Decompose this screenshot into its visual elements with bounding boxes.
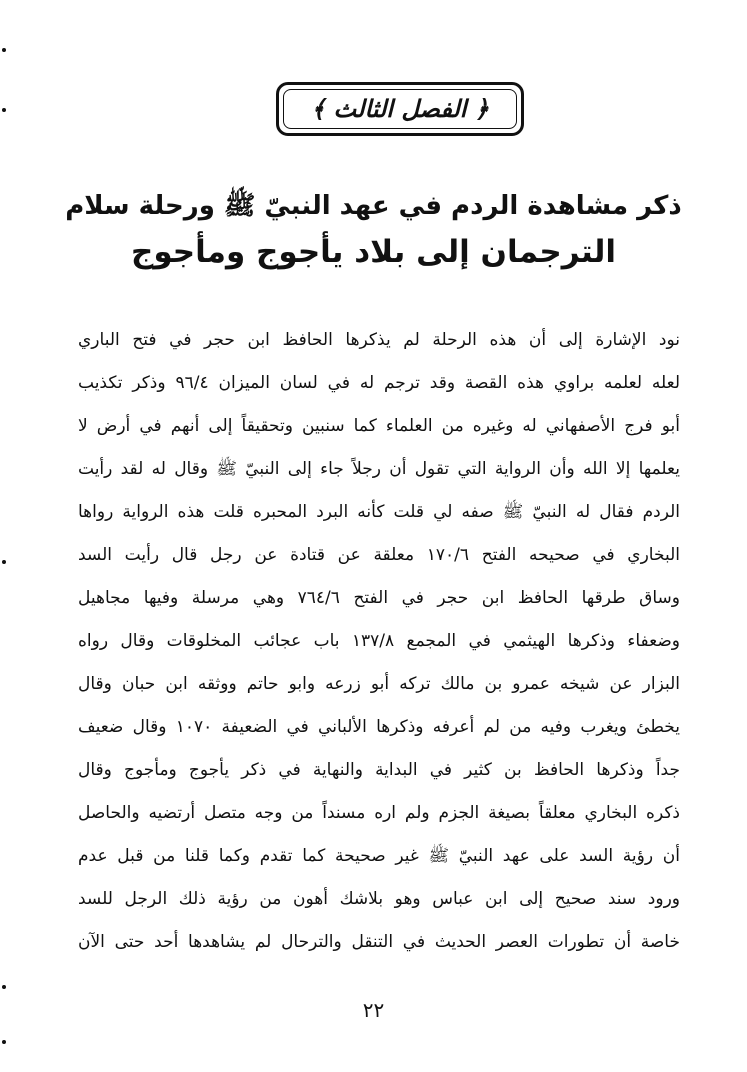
body-line: خاصة أن تطورات العصر الحديث في التنقل والترحال لم يشاهدها أحد حتى الآن [78, 932, 680, 952]
chapter-heading-frame [276, 82, 524, 136]
body-line: يعلمها إلا الله وأن الرواية التي تقول أن رجلاً جاء إلى النبيّ ﷺ وقال له لقد رأيت [78, 459, 680, 479]
body-line: البخاري في صحيحه الفتح ١٧٠/٦ معلقة عن قتادة عن رجل قال رأيت السد [78, 545, 680, 565]
section-title-line-2: الترجمان إلى بلاد يأجوج ومأجوج [131, 234, 616, 270]
body-line: نود الإشارة إلى أن هذه الرحلة لم يذكرها الحافظ ابن حجر في فتح الباري [78, 330, 680, 350]
body-line: يخطئ ويغرب وفيه من لم أعرفه وذكرها الألباني في الضعيفة ١٠٧٠ وقال ضعيف [78, 717, 680, 737]
scan-mark [2, 1040, 6, 1044]
body-line: لعله لعلمه براوي هذه القصة وقد ترجم له في لسان الميزان ٩٦/٤ وذكر تكذيب [78, 373, 680, 393]
section-title-line-1: ذكر مشاهدة الردم في عهد النبيّ ﷺ ورحلة سلام [65, 191, 682, 221]
body-line: ذكره البخاري معلقاً بصيغة الجزم ولم اره مسنداً من وجه متصل أرتضيه والحاصل [78, 803, 680, 823]
scan-mark [2, 560, 6, 564]
scan-mark [2, 48, 6, 52]
body-line: أبو فرج الأصفهاني له وغيره من العلماء كما سنبين وتحقيقاً إلى أنهم في أرض لا [78, 416, 680, 436]
scan-mark [2, 108, 6, 112]
body-line: ورود سند صحيح إلى ابن عباس وهو بلاشك أهون من رؤية ذلك الرجل للسد [78, 889, 680, 909]
body-line: وضعفاء وذكرها الهيثمي في المجمع ١٣٧/٨ باب عجائب المخلوقات وقال رواه [78, 631, 680, 651]
body-line: أن رؤية السد على عهد النبيّ ﷺ غير صحيحة كما تقدم وكما قلنا من قبل عدم [78, 846, 680, 866]
page-number: ٢٢ [362, 998, 385, 1022]
chapter-heading: ﴿ الفصل الثالث ﴾ [311, 95, 489, 123]
body-line: جداً وذكرها الحافظ بن كثير في البداية والنهاية في ذكر يأجوج ومأجوج وقال [78, 760, 680, 780]
scan-mark [2, 985, 6, 989]
body-line: البزار عن شيخه عمرو بن مالك تركه أبو زرعه وابو حاتم ووثقه ابن حبان وقال [78, 674, 680, 694]
body-line: وساق طرقها الحافظ ابن حجر في الفتح ٧٦٤/٦ وهي مرسلة وفيها مجاهيل [78, 588, 680, 608]
body-line: الردم فقال له النبيّ ﷺ صفه لي قلت كأنه البرد المحبره قلت هذه الرواية رواها [78, 502, 680, 522]
